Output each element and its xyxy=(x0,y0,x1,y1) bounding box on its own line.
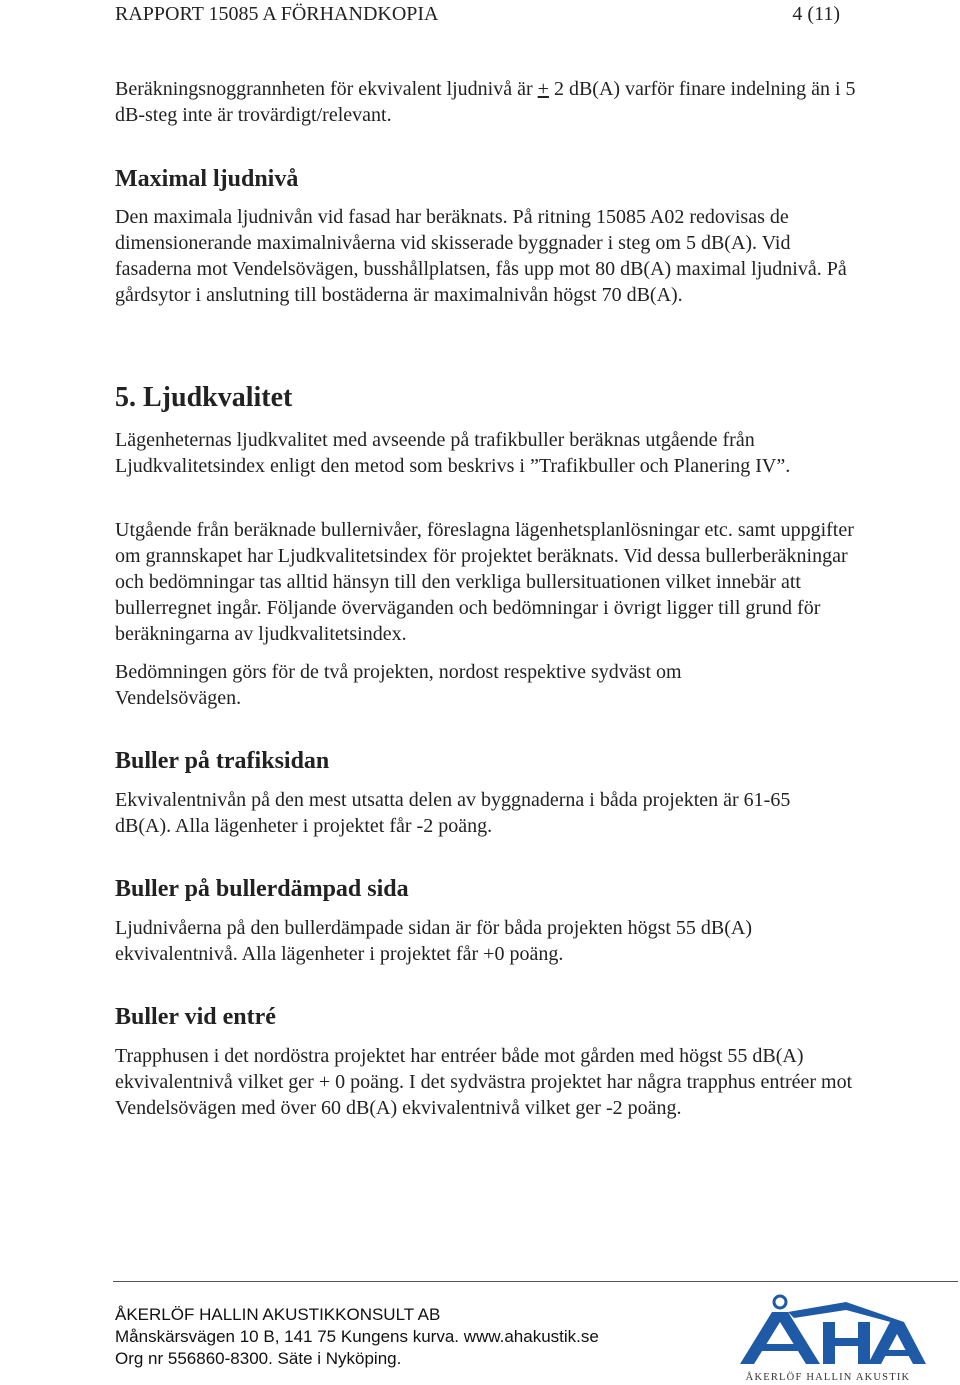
company-registration: Org nr 556860-8300. Säte i Nyköping. xyxy=(115,1349,402,1368)
company-name: ÅKERLÖF HALLIN AKUSTIKKONSULT AB xyxy=(115,1305,441,1324)
report-title: RAPPORT 15085 A FÖRHANDKOPIA xyxy=(115,3,439,25)
ljudkvalitet-paragraph-2: Utgående från beräknade bullernivåer, föreslagna lägenhetsplanlösningar etc. samt uppgifter om grannskapet har Ljudkvalitetsindex för projektet beräknats. Vid dessa bullerberäkningar och bedömningar tas alltid hänsyn till den verkliga bullersituationen vilket innebär att bullerregnet ingår. Följande överväganden och bedömningar i övrigt ligger till grund för beräkningarna av ljudkvalitetsindex. xyxy=(115,519,854,645)
aha-logo-icon xyxy=(740,1296,926,1364)
heading-trafiksidan: Buller på trafiksidan xyxy=(115,748,330,774)
intro-text-start: Beräkningsnoggrannheten för ekvivalent ljudnivå är xyxy=(115,78,538,100)
page-header xyxy=(115,3,840,29)
plus-minus-sign: + xyxy=(537,78,549,100)
bullerdampad-paragraph: Ljudnivåerna på den bullerdämpade sidan är för båda projekten högst 55 dB(A) ekvivalentnivå. Alla lägenheter i projektet får +0 poäng. xyxy=(115,917,753,965)
intro-paragraph xyxy=(115,76,875,128)
heading-bullerdampad-sida: Buller på bullerdämpad sida xyxy=(115,876,409,902)
page-number: 4 (11) xyxy=(792,3,840,25)
heading-buller-vid-entre: Buller vid entré xyxy=(115,1004,276,1030)
entre-paragraph: Trapphusen i det nordöstra projektet har entréer både mot gården med högst 55 dB(A) ekvivalentnivå vilket ger + 0 poäng. I det sydvästra projektet har några trapphus entréer mot Vendelsövägen med över 60 dB(A) ekvivalentnivå vilket ger -2 poäng. xyxy=(115,1045,853,1119)
ljudkvalitet-paragraph-3: Bedömningen görs för de två projekten, nordost respektive sydväst om Vendelsövägen. xyxy=(115,661,682,709)
logo-caption: ÅKERLÖF HALLIN AKUSTIK xyxy=(745,1372,911,1383)
company-logo xyxy=(728,1294,928,1384)
trafiksidan-paragraph: Ekvivalentnivån på den mest utsatta delen av byggnaderna i båda projekten är 61-65 dB(A). Alla lägenheter i projektet får -2 poäng. xyxy=(115,789,791,837)
footer-divider xyxy=(113,1281,958,1282)
maximal-paragraph: Den maximala ljudnivån vid fasad har beräknats. På ritning 15085 A02 redovisas de dimensionerande maximalnivåerna vid skisserade byggnader i steg om 5 dB(A). Vid fasaderna mot Vendelsövägen, busshållplatsen, fås upp mot 80 dB(A) maximal ljudnivå. På gårdsytor i anslutning till bostäderna är maximalnivån högst 70 dB(A). xyxy=(115,206,847,306)
company-address: Månskärsvägen 10 B, 141 75 Kungens kurva. www.ahakustik.se xyxy=(115,1327,599,1346)
ljudkvalitet-paragraph-1: Lägenheternas ljudkvalitet med avseende på trafikbuller beräknas utgående från Ljudkvalitetsindex enligt den metod som beskrivs i ”Trafikbuller och Planering IV”. xyxy=(115,429,791,477)
heading-ljudkvalitet: 5. Ljudkvalitet xyxy=(115,382,293,413)
page-footer xyxy=(115,1304,599,1370)
intro-text-end: 2 dB(A) varför finare indelning än i 5 dB-steg inte är trovärdigt/relevant. xyxy=(115,78,856,126)
heading-maximal-ljudniva: Maximal ljudnivå xyxy=(115,166,299,192)
